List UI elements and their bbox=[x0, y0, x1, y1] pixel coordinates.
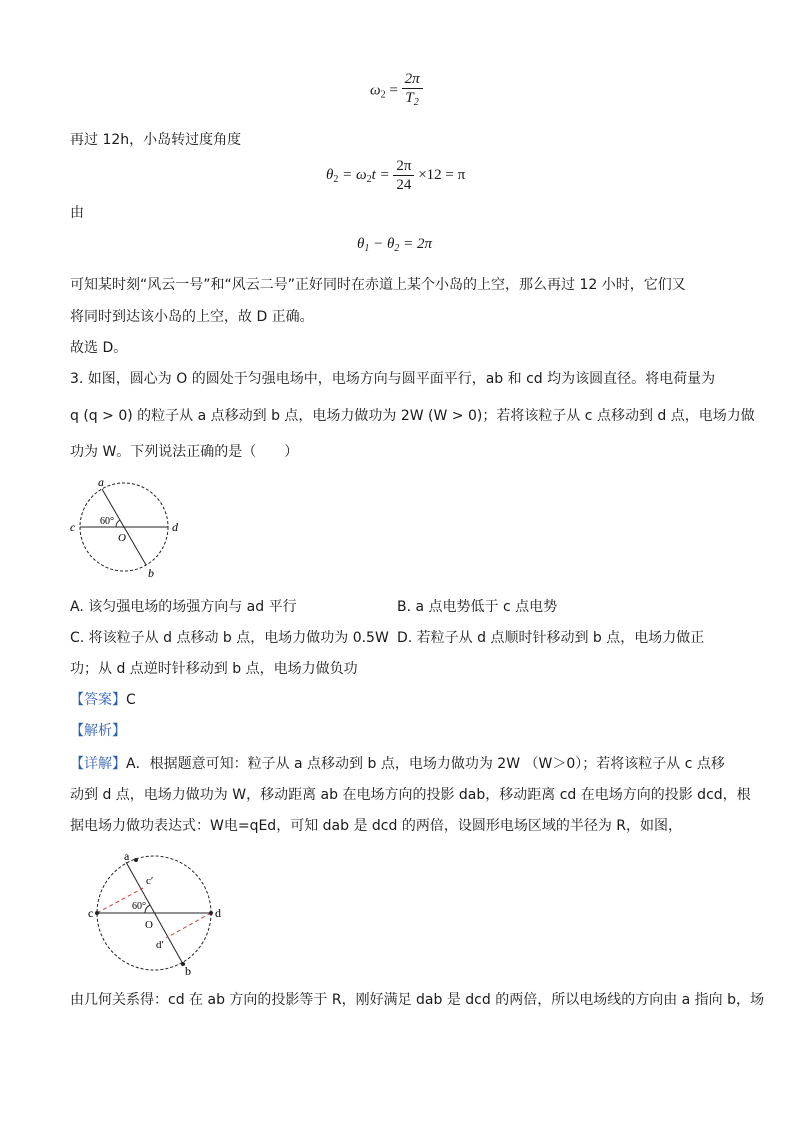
figure-circle-2 bbox=[88, 848, 248, 978]
fig1-label-b: b bbox=[148, 566, 154, 580]
eq-theta-den: 24 bbox=[396, 177, 412, 193]
eq-denominator bbox=[402, 89, 423, 112]
detail-text-1: A．根据题意可知：粒子从 a 点移动到 b 点，电场力做功为 2W （W＞0）；若将该粒子从 c 点移 bbox=[126, 756, 725, 772]
paragraph-conclusion-2: 将同时到达该小岛的上空，故 D 正确。 bbox=[70, 309, 314, 325]
fig2-point-c bbox=[95, 911, 99, 915]
eq-omega-term-sub: 2 bbox=[366, 173, 372, 185]
fig1-label-c: c bbox=[70, 520, 76, 534]
eq-den-sub: 2 bbox=[413, 97, 419, 108]
fig2-label-c: c bbox=[88, 906, 94, 920]
analysis-line bbox=[70, 721, 126, 741]
detail-line-2: 动到 d 点，电场力做功为 W，移动距离 ab 在电场方向的投影 dab，移动距离 cd 在电场方向的投影 dcd，根 bbox=[70, 787, 751, 803]
detail-line-1 bbox=[70, 754, 725, 774]
answer-line bbox=[70, 690, 136, 710]
option-a: A. 该匀强电场的场强方向与 ad 平行 bbox=[70, 599, 297, 615]
fig1-label-angle: 60° bbox=[100, 516, 114, 527]
eq-omega-symbol: ω bbox=[370, 82, 381, 99]
eq-theta-sub: 2 bbox=[333, 173, 339, 185]
detail-tag: 【详解】 bbox=[70, 756, 126, 772]
fig2-label-d-prime: d′ bbox=[156, 939, 164, 951]
option-b: B. a 点电势低于 c 点电势 bbox=[397, 599, 558, 615]
answer-tag: 【答案】 bbox=[70, 692, 126, 708]
eq-den-T: T bbox=[405, 90, 414, 106]
eq-diff-s2: 2 bbox=[394, 243, 400, 254]
option-d-line-2: 功；从 d 点逆时针移动到 b 点，电场力做负功 bbox=[70, 661, 358, 677]
paragraph-you: 由 bbox=[70, 205, 84, 221]
fig2-label-c-prime: c′ bbox=[146, 875, 154, 887]
paragraph-choose: 故选 D。 bbox=[70, 340, 128, 356]
eq-diff-t2: − θ bbox=[369, 236, 395, 252]
answer-value: C bbox=[126, 692, 136, 708]
fig2-label-a: a bbox=[124, 849, 130, 863]
eq-fraction bbox=[402, 70, 423, 112]
fig1-label-a: a bbox=[98, 475, 104, 489]
fig1-label-d: d bbox=[172, 520, 178, 534]
fig2-label-b: b bbox=[185, 964, 191, 978]
eq-diff-s1: 1 bbox=[364, 243, 370, 254]
eq-numerator: 2π bbox=[402, 70, 423, 89]
eq-theta-fraction bbox=[393, 157, 414, 194]
eq-omega-term: = ω bbox=[342, 166, 367, 183]
option-d-line-1: D. 若粒子从 d 点顺时针移动到 b 点，电场力做正 bbox=[397, 630, 705, 646]
eq-theta-tail: ×12 = π bbox=[418, 166, 466, 183]
eq-diff-t1: θ bbox=[357, 236, 365, 252]
eq-diff-t3: = 2π bbox=[399, 236, 433, 252]
eq-theta-symbol: θ bbox=[326, 166, 334, 183]
fig2-label-d: d bbox=[215, 906, 221, 920]
figure-circle-1 bbox=[66, 474, 196, 584]
paragraph-conclusion-1: 可知某时刻“风云一号”和“风云二号”正好同时在赤道上某个小岛的上空，那么再过 12 小时，它们又 bbox=[70, 277, 686, 293]
question-3-line-3: 功为 W。下列说法正确的是（ ） bbox=[70, 444, 299, 460]
fig1-angle-arc bbox=[116, 520, 120, 527]
equation-diff bbox=[357, 236, 432, 254]
question-3-line-2: q (q > 0) 的粒子从 a 点移动到 b 点，电场力做功为 2W (W > 0)；若将该粒子从 c 点移动到 d 点，电场力做 bbox=[70, 408, 755, 424]
last-line: 由几何关系得：cd 在 ab 方向的投影等于 R，刚好满足 dab 是 dcd 的两倍，所以电场线的方向由 a 指向 b，场 bbox=[70, 992, 765, 1008]
eq-equals: = bbox=[389, 82, 398, 99]
eq-t-term: t = bbox=[371, 166, 390, 183]
question-3-line-1: 3. 如图，圆心为 O 的圆处于匀强电场中，电场方向与圆平面平行，ab 和 cd 均为该圆直径。将电荷量为 bbox=[70, 371, 716, 387]
fig1-label-o: O bbox=[118, 532, 126, 544]
fig2-point-d bbox=[209, 911, 213, 915]
detail-line-3: 据电场力做功表达式：W电=qEd，可知 dab 是 dcd 的两倍，设圆形电场区域的半径为 R，如图， bbox=[70, 818, 682, 834]
option-c: C. 将该粒子从 d 点移动 b 点，电场力做功为 0.5W bbox=[70, 630, 389, 646]
eq-omega-sub: 2 bbox=[380, 89, 386, 101]
fig2-projection-d bbox=[166, 913, 211, 938]
equation-theta2 bbox=[326, 157, 465, 194]
fig2-point-a bbox=[134, 858, 138, 862]
analysis-tag: 【解析】 bbox=[70, 723, 126, 739]
fig2-label-angle: 60° bbox=[132, 901, 146, 912]
equation-omega2 bbox=[370, 70, 423, 112]
fig2-label-o: O bbox=[145, 919, 153, 931]
eq-theta-num: 2π bbox=[393, 157, 414, 176]
paragraph-12h: 再过 12h，小岛转过度角度 bbox=[70, 132, 242, 148]
